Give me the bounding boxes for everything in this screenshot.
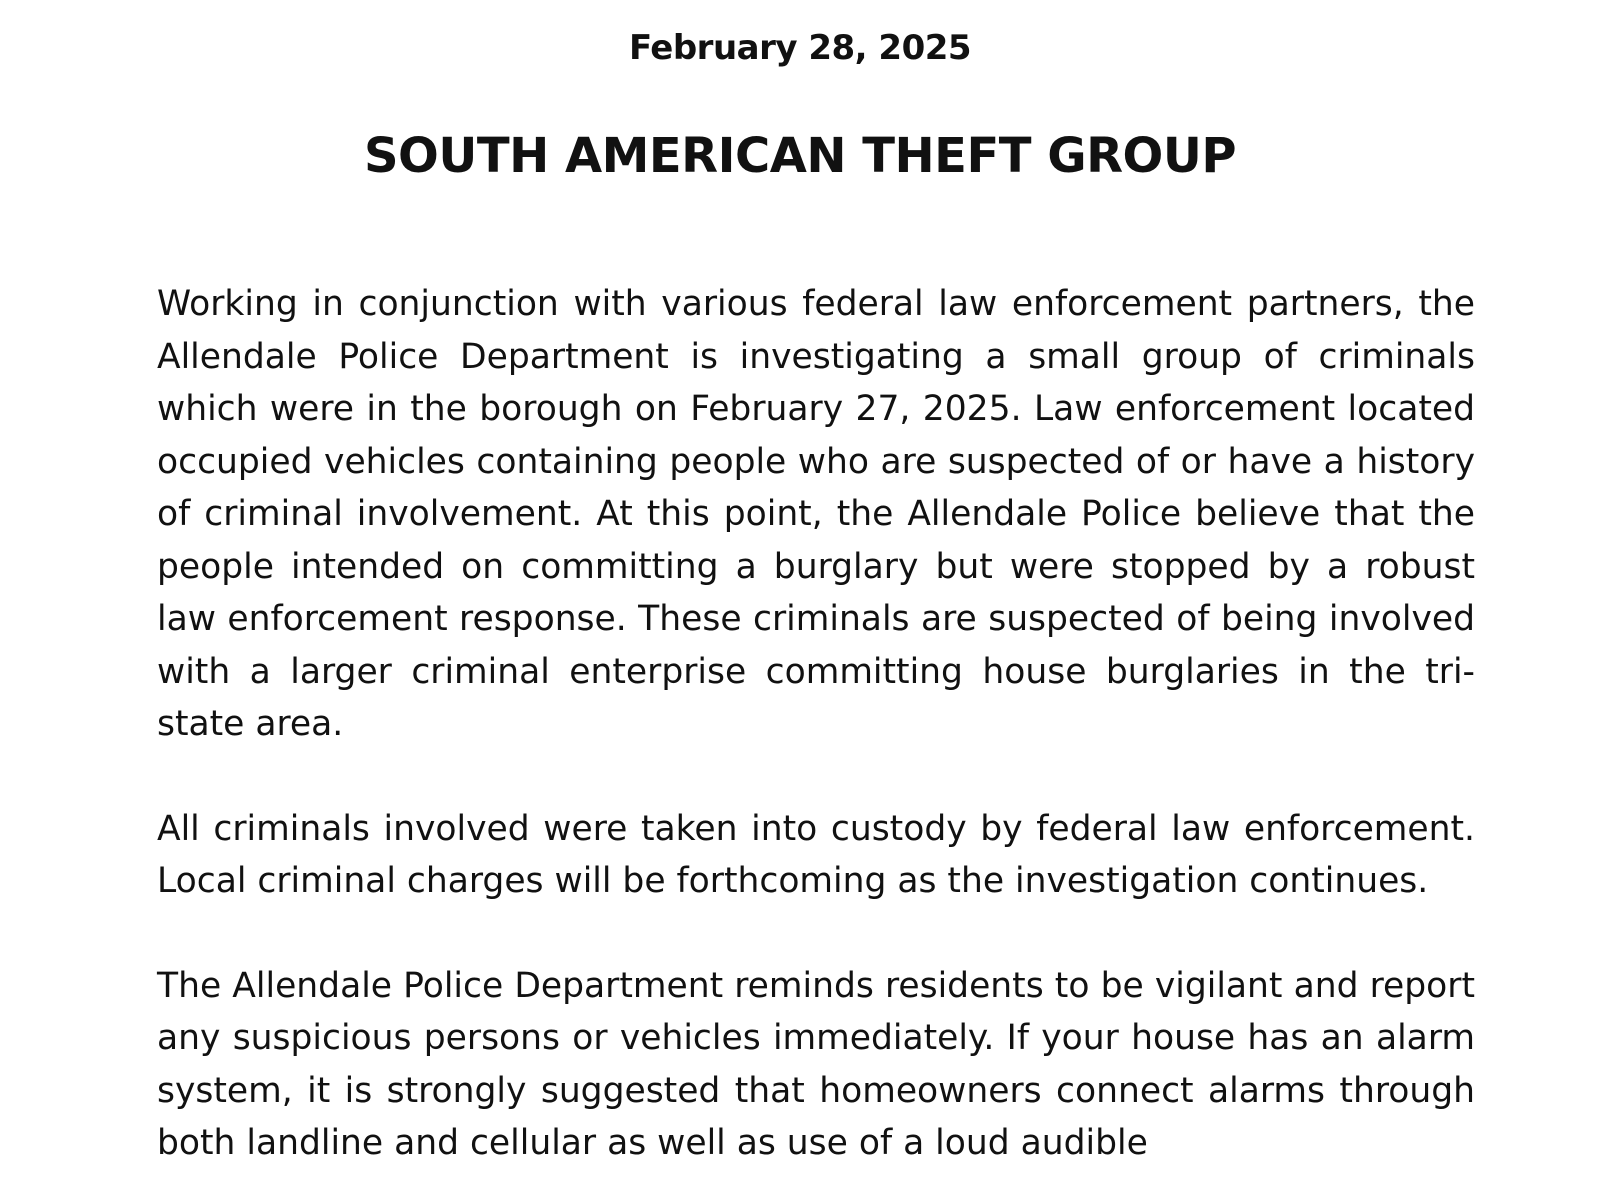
- headline: SOUTH AMERICAN THEFT GROUP: [363, 128, 1237, 184]
- body-paragraph-2: All criminals involved were taken into custody by federal law enforcement. Local criminal charges will be forthcoming as the investigation continues.: [157, 808, 1475, 901]
- release-date: February 28, 2025: [628, 28, 972, 68]
- body-paragraph-3: The Allendale Police Department reminds residents to be vigilant and report any suspicious persons or vehicles immediately. If your house has an alarm system, it is strongly suggested that homeowners connect alarms through both landline and cellular as well as use of a loud audible: [157, 965, 1475, 1163]
- article-body: [157, 278, 1475, 1200]
- body-paragraph-1: Working in conjunction with various federal law enforcement partners, the Allendale Police Department is investigating a small group of criminals which were in the borough on February 27, 2025. Law enforcement located occupied vehicles containing people who are suspected of or have a history of criminal involvement. At this point, the Allendale Police believe that the people intended on committing a burglary but were stopped by a robust law enforcement response. These criminals are suspected of being involved with a larger criminal enterprise committing house burglaries in the tri-state area.: [157, 284, 1475, 744]
